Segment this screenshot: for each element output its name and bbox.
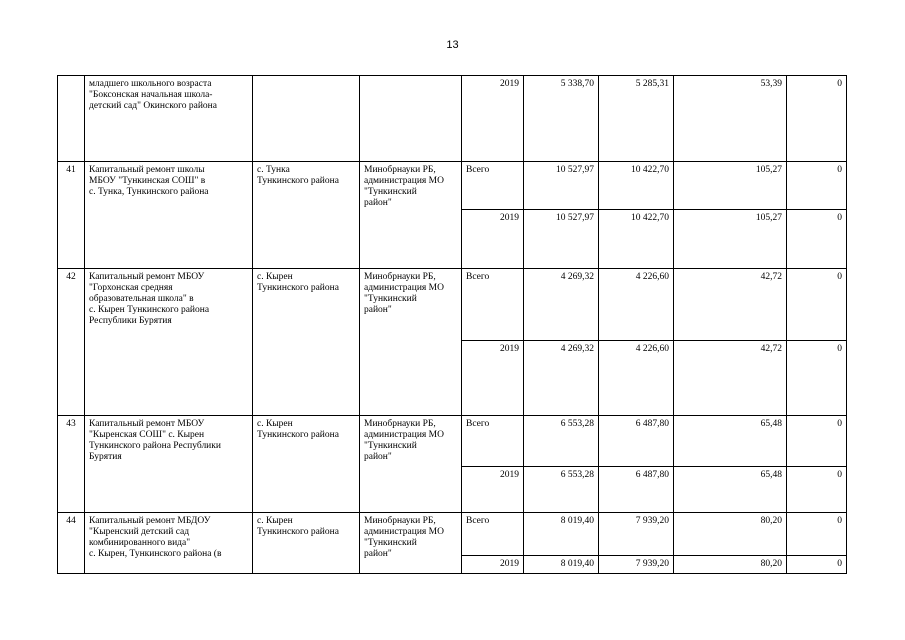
federal-cell: 4 226,60 (599, 341, 674, 416)
location-cell (253, 76, 360, 162)
local-cell: 0 (787, 162, 847, 210)
executor-cell: Минобрнауки РБ, администрация МО "Тункинский район" (360, 513, 462, 574)
federal-cell: 7 939,20 (599, 556, 674, 574)
regional-cell: 53,39 (674, 76, 787, 162)
regional-cell: 80,20 (674, 556, 787, 574)
executor-cell: Минобрнауки РБ, администрация МО "Тункинский район" (360, 269, 462, 416)
row-number-cell: 44 (58, 513, 85, 574)
table-row (58, 269, 847, 341)
location-cell: с. Кырен Тункинского района (253, 513, 360, 574)
total-cell: 10 527,97 (524, 162, 599, 210)
federal-cell: 6 487,80 (599, 467, 674, 513)
regional-cell: 105,27 (674, 210, 787, 269)
row-number-cell: 41 (58, 162, 85, 269)
regional-cell: 80,20 (674, 513, 787, 556)
period-cell: Всего (462, 416, 524, 467)
federal-cell: 5 285,31 (599, 76, 674, 162)
period-cell: 2019 (462, 341, 524, 416)
table-row (58, 416, 847, 467)
local-cell: 0 (787, 341, 847, 416)
federal-cell: 7 939,20 (599, 513, 674, 556)
table-row (58, 513, 847, 556)
total-cell: 8 019,40 (524, 513, 599, 556)
budget-table (57, 75, 847, 574)
row-number-cell: 43 (58, 416, 85, 513)
row-number-cell: 42 (58, 269, 85, 416)
total-cell: 6 553,28 (524, 416, 599, 467)
local-cell: 0 (787, 210, 847, 269)
regional-cell: 42,72 (674, 341, 787, 416)
total-cell: 4 269,32 (524, 269, 599, 341)
period-cell: 2019 (462, 76, 524, 162)
regional-cell: 42,72 (674, 269, 787, 341)
object-name-cell: Капитальный ремонт МБОУ "Кыренская СОШ" с. Кырен Тункинского района Республики Бурятия (85, 416, 253, 513)
location-cell: с. Кырен Тункинского района (253, 269, 360, 416)
object-name-cell: Капитальный ремонт МБДОУ "Кыренский детский сад комбинированного вида" с. Кырен, Тункинского района (в (85, 513, 253, 574)
period-cell: Всего (462, 513, 524, 556)
total-cell: 6 553,28 (524, 467, 599, 513)
local-cell: 0 (787, 76, 847, 162)
table-row (58, 76, 847, 162)
row-number-cell (58, 76, 85, 162)
period-cell: Всего (462, 162, 524, 210)
total-cell: 5 338,70 (524, 76, 599, 162)
object-name-cell: Капитальный ремонт школы МБОУ "Тункинская СОШ" в с. Тунка, Тункинского района (85, 162, 253, 269)
regional-cell: 65,48 (674, 467, 787, 513)
object-name-cell: Капитальный ремонт МБОУ "Горхонская средняя образовательная школа" в с. Кырен Тункинского района Республики Бурятия (85, 269, 253, 416)
period-cell: 2019 (462, 210, 524, 269)
regional-cell: 65,48 (674, 416, 787, 467)
executor-cell: Минобрнауки РБ, администрация МО "Тункинский район" (360, 162, 462, 269)
location-cell: с. Тунка Тункинского района (253, 162, 360, 269)
executor-cell: Минобрнауки РБ, администрация МО "Тункинский район" (360, 416, 462, 513)
local-cell: 0 (787, 269, 847, 341)
federal-cell: 10 422,70 (599, 210, 674, 269)
location-cell: с. Кырен Тункинского района (253, 416, 360, 513)
local-cell: 0 (787, 467, 847, 513)
federal-cell: 10 422,70 (599, 162, 674, 210)
period-cell: 2019 (462, 467, 524, 513)
regional-cell: 105,27 (674, 162, 787, 210)
total-cell: 10 527,97 (524, 210, 599, 269)
period-cell: 2019 (462, 556, 524, 574)
federal-cell: 4 226,60 (599, 269, 674, 341)
federal-cell: 6 487,80 (599, 416, 674, 467)
local-cell: 0 (787, 556, 847, 574)
page-number: 13 (446, 39, 459, 51)
period-cell: Всего (462, 269, 524, 341)
object-name-cell: младшего школьного возраста "Боксонская начальная школа- детский сад" Окинского района (85, 76, 253, 162)
total-cell: 4 269,32 (524, 341, 599, 416)
local-cell: 0 (787, 416, 847, 467)
executor-cell (360, 76, 462, 162)
total-cell: 8 019,40 (524, 556, 599, 574)
local-cell: 0 (787, 513, 847, 556)
table-row (58, 162, 847, 210)
